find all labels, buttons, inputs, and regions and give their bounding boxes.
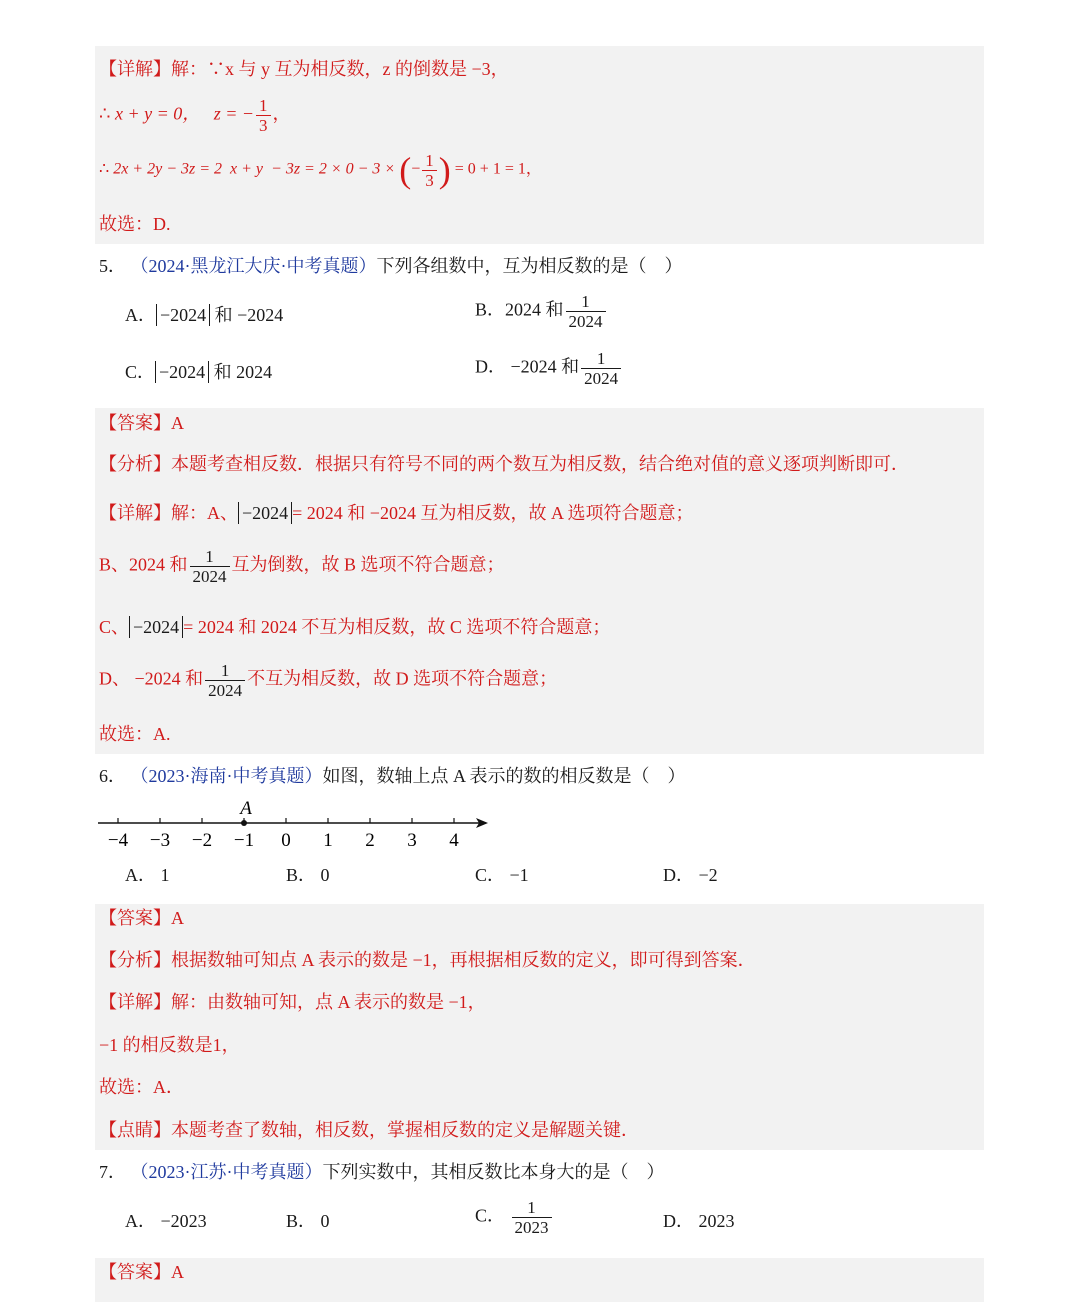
q6-choice: 故选：A． — [99, 1077, 184, 1097]
prev-choice: 故选：D. — [99, 214, 171, 234]
analysis-tag: 【分析】 — [99, 950, 171, 970]
axis-tick-label: −3 — [149, 830, 171, 851]
axis-tick-label: 4 — [449, 830, 459, 851]
q7-solution-box — [95, 1258, 984, 1302]
q5-detail-d: D、 −2024 和 $\frac{1}{2024}$ 不互为相反数，故 D 选项不符合题意； — [99, 661, 558, 700]
q5-option-c[interactable]: C． −2024 和 2024 — [125, 362, 273, 382]
point-a-label: A — [240, 798, 252, 819]
equation-z: z = − — [213, 103, 255, 124]
prev-detail-line — [99, 57, 509, 81]
q6-analysis: 【分析】根据数轴可知点 A 表示的数是 −1，再根据相反数的定义，即可得到答案． — [99, 950, 756, 970]
question-number: 5． — [99, 256, 126, 276]
q5-option-d[interactable]: D． −2024 和 $\frac{1}{2024}$ — [475, 349, 623, 388]
therefore-symbol: ∴ — [99, 103, 111, 124]
detail-tag: 【详解】 — [99, 59, 171, 79]
question-text: 下列实数中，其相反数比本身大的是（ ） — [322, 1162, 665, 1182]
axis-tick-label: −2 — [191, 830, 213, 851]
prev-equation-line-3: ∴ 2x + 2y − 3z = 2 x + y − 3z = 2 × 0 − 3 × (− $\frac{1}{3}$ ) = 0 + 1 = 1， — [99, 150, 542, 190]
q6-detail-1: 【详解】解：由数轴可知，点 A 表示的数是 −1， — [99, 992, 486, 1012]
axis-tick-label: −4 — [107, 830, 129, 851]
fraction-one-third: $\frac{1}{3}$ — [422, 151, 437, 190]
detail-tag: 【详解】 — [99, 503, 171, 523]
answer-tag: 【答案】 — [99, 908, 171, 928]
axis-tick-label: 2 — [365, 830, 375, 851]
point-a-marker — [241, 820, 247, 826]
question-text: 下列各组数中，互为相反数的是（ ） — [376, 256, 683, 276]
q6-option-a[interactable]: A． 1 — [125, 865, 170, 885]
axis-tick-label: 1 — [323, 830, 333, 851]
q6-option-b[interactable]: B． 0 — [286, 865, 330, 885]
q7-option-c[interactable]: C． $\frac{1}{2023}$ — [475, 1198, 554, 1237]
comment-tag: 【点睛】 — [99, 1120, 171, 1140]
question-source: （2023·海南·中考真题） — [130, 766, 323, 786]
axis-tick-label: 0 — [281, 830, 291, 851]
equation-x-plus-y: x + y = 0， — [114, 103, 201, 124]
q7-option-a[interactable]: A． −2023 — [125, 1211, 207, 1231]
question-text: 如图，数轴上点 A 表示的数的相反数是（ ） — [322, 766, 686, 786]
analysis-tag: 【分析】 — [99, 454, 171, 474]
q5-detail-b: B、2024 和 $\frac{1}{2024}$ 互为倒数，故 B 选项不符合题意； — [99, 547, 505, 586]
detail-tag: 【详解】 — [99, 992, 171, 1012]
question-6-stem — [99, 764, 686, 788]
q7-answer: 【答案】A — [99, 1262, 184, 1282]
q5-analysis: 【分析】本题考查相反数．根据只有符号不同的两个数互为相反数，结合绝对值的意义逐项判断即可． — [99, 454, 909, 474]
question-source: （2023·江苏·中考真题） — [130, 1162, 323, 1182]
q6-answer: 【答案】A — [99, 908, 184, 928]
question-number: 6． — [99, 766, 126, 786]
fraction: $\frac{1}{2024}$ — [205, 661, 245, 700]
q5-answer: 【答案】A — [99, 413, 184, 433]
q6-solution-box — [95, 904, 984, 1150]
q5-option-b[interactable]: B．2024 和 $\frac{1}{2024}$ — [475, 292, 608, 331]
q6-option-c[interactable]: C． −1 — [475, 865, 529, 885]
q5-detail-a: 【详解】解：A、 −2024 = 2024 和 −2024 互为相反数，故 A 选项符合题意； — [99, 503, 694, 523]
axis-tick-label: −1 — [233, 830, 255, 851]
question-number: 7． — [99, 1162, 126, 1182]
q5-choice: 故选：A. — [99, 724, 171, 744]
answer-tag: 【答案】 — [99, 1262, 171, 1282]
answer-tag: 【答案】 — [99, 413, 171, 433]
question-7-stem — [99, 1160, 665, 1184]
therefore-symbol: ∴ — [99, 160, 110, 178]
q6-option-d[interactable]: D． −2 — [663, 865, 718, 885]
absolute-value: −2024 — [156, 304, 210, 326]
axis-tick-label: 3 — [407, 830, 417, 851]
fraction: $\frac{1}{2024}$ — [190, 547, 230, 586]
fraction-one-third: $\frac{1}{3}$ — [256, 96, 271, 135]
q7-option-d[interactable]: D． 2023 — [663, 1211, 735, 1231]
fraction: $\frac{1}{2024}$ — [566, 292, 606, 331]
question-source: （2024·黑龙江大庆·中考真题） — [130, 256, 377, 276]
q6-comment: 【点睛】本题考查了数轴，相反数，掌握相反数的定义是解题关键． — [99, 1120, 639, 1140]
q6-detail-2: −1 的相反数是1， — [99, 1035, 240, 1055]
q5-option-a[interactable]: A． −2024 和 −2024 — [125, 305, 284, 325]
q7-option-b[interactable]: B． 0 — [286, 1211, 330, 1231]
question-5-stem — [99, 254, 683, 278]
prev-equation-line-2: ∴ x + y = 0， z = − $\frac{1}{3}$ ， — [99, 96, 291, 135]
fraction: $\frac{1}{2023}$ — [512, 1198, 552, 1237]
number-line-figure — [96, 796, 496, 854]
absolute-value: −2024 — [155, 361, 209, 383]
fraction: $\frac{1}{2024}$ — [581, 349, 621, 388]
detail-text: 解：∵x 与 y 互为相反数，z 的倒数是 −3， — [171, 59, 509, 79]
q5-detail-c: C、 −2024 = 2024 和 2024 不互为相反数，故 C 选项不符合题意； — [99, 617, 611, 637]
